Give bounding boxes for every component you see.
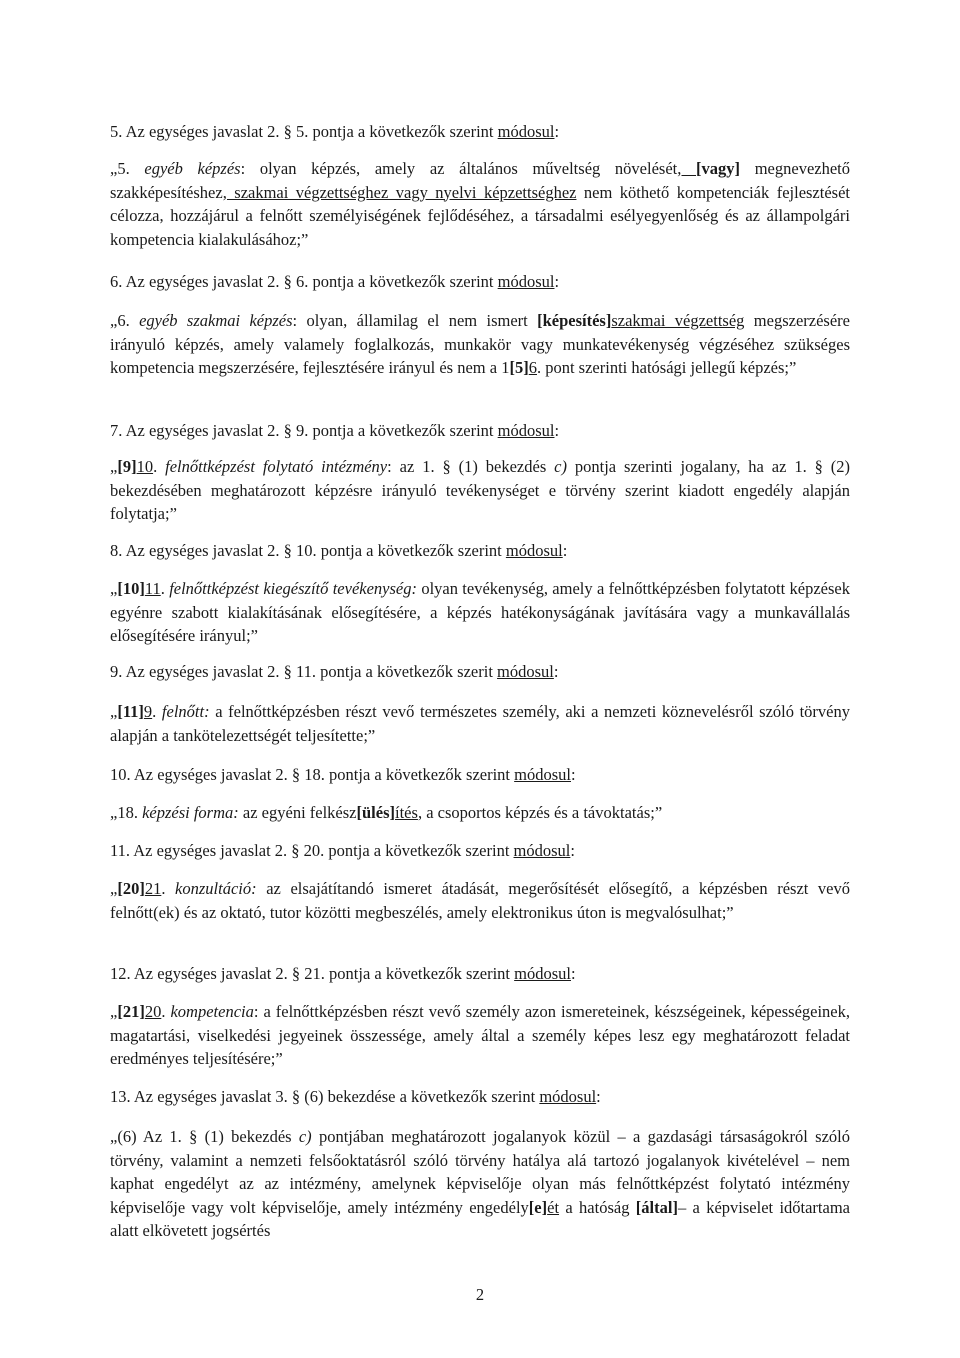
section-9-text: „[11]9. felnőtt: a felnőttképzésben részt vevő természetes személy, aki a nemzeti köznevelésről szóló törvény alapján a tankötelezettségét teljesítette;” [110, 702, 850, 745]
section-10-text: „18. képzési forma: az egyéni felkész[ülés]ítés, a csoportos képzés és a távoktatás;” [110, 803, 663, 822]
section-8-heading: 8. Az egységes javaslat 2. § 10. pontja a következők szerint módosul: [110, 541, 568, 560]
section-5-heading: 5. Az egységes javaslat 2. § 5. pontja a következők szerint módosul: [110, 122, 560, 141]
section-7-text: „[9]10. felnőttképzést folytató intézmény: az 1. § (1) bekezdés c) pontja szerinti jogalany, ha az 1. § (2) bekezdésében meghatározott képzésre irányuló tevékenységet e törvény szerint kiadott engedély alapján folytatja;” [110, 457, 851, 523]
section-10-heading: 10. Az egységes javaslat 2. § 18. pontja a következők szerint módosul: [110, 765, 576, 784]
section-11-heading: 11. Az egységes javaslat 2. § 20. pontja a következők szerint módosul: [110, 841, 575, 860]
section-13-text: „(6) Az 1. § (1) bekezdés c) pontjában meghatározott jogalanyok közül – a gazdasági társaságokról szóló törvény, valamint a nemzeti felsőoktatásról szóló törvény hatálya alá tartozó jogalanyok kivételével – nem kaphat engedélyt az az intézmény, amelynek képviselője olyan más felnőttképzést folytató intézmény képviselője vagy volt képviselője, amely intézmény engedély[e]ét a hatóság [által]– a képviselet időtartama alatt elkövetett jogsértés [110, 1127, 850, 1240]
section-12-heading: 12. Az egységes javaslat 2. § 21. pontja a következők szerint módosul: [110, 964, 576, 983]
section-7-heading: 7. Az egységes javaslat 2. § 9. pontja a következők szerint módosul: [110, 421, 560, 440]
section-5-text: „5. egyéb képzés: olyan képzés, amely az általános műveltség növelését, [vagy] megnevezhető szakképesítéshez, szakmai végzettséghez vagy nyelvi képzettséghez nem köthető kompetenciák fejlesztését célozza, hozzájárul a felnőtt személyiségének fejlődéséhez, a társadalmi esélyegyenlőség és az állampolgári kompetencia kialakulásához;” [110, 159, 850, 249]
section-11-text: „[20]21. konzultáció: az elsajátítandó ismeret átadását, megerősítését elősegítő, a képzésben részt vevő felnőtt(ek) és az oktató, tutor közötti megbeszélés, amely elektronikus úton is megvalósulhat;” [110, 879, 851, 922]
section-9-heading: 9. Az egységes javaslat 2. § 11. pontja a következők szerit módosul: [110, 662, 559, 681]
page-number: 2 [475, 1285, 485, 1304]
section-13-heading: 13. Az egységes javaslat 3. § (6) bekezdése a következők szerint módosul: [110, 1087, 601, 1106]
section-12-text: „[21]20. kompetencia: a felnőttképzésben részt vevő személy azon ismereteinek, készségeinek, képességeinek, magatartási, viselkedési jegyeinek összessége, amely által a személy képes lesz egy meghatározott feladat eredményes teljesítésére;” [110, 1002, 851, 1068]
section-6-text: „6. egyéb szakmai képzés: olyan, államilag el nem ismert [képesítés]szakmai végzettség megszerzésére irányuló képzés, amely valamely foglalkozás, munkakör vagy munkatevékenység végzéséhez szükséges kompetencia megszerzésére, fejlesztésére irányul és nem a 1[5]6. pont szerinti hatósági jellegű képzés;” [110, 311, 850, 377]
section-6-heading: 6. Az egységes javaslat 2. § 6. pontja a következők szerint módosul: [110, 272, 560, 291]
section-8-text: „[10]11. felnőttképzést kiegészítő tevékenység: olyan tevékenység, amely a felnőttképzésben folytatott képzések egyénre szabott kialakításának elősegítésére, a képzés hatékonyságának javítására vagy a munkavállalás elősegítésére irányul;” [110, 579, 851, 645]
